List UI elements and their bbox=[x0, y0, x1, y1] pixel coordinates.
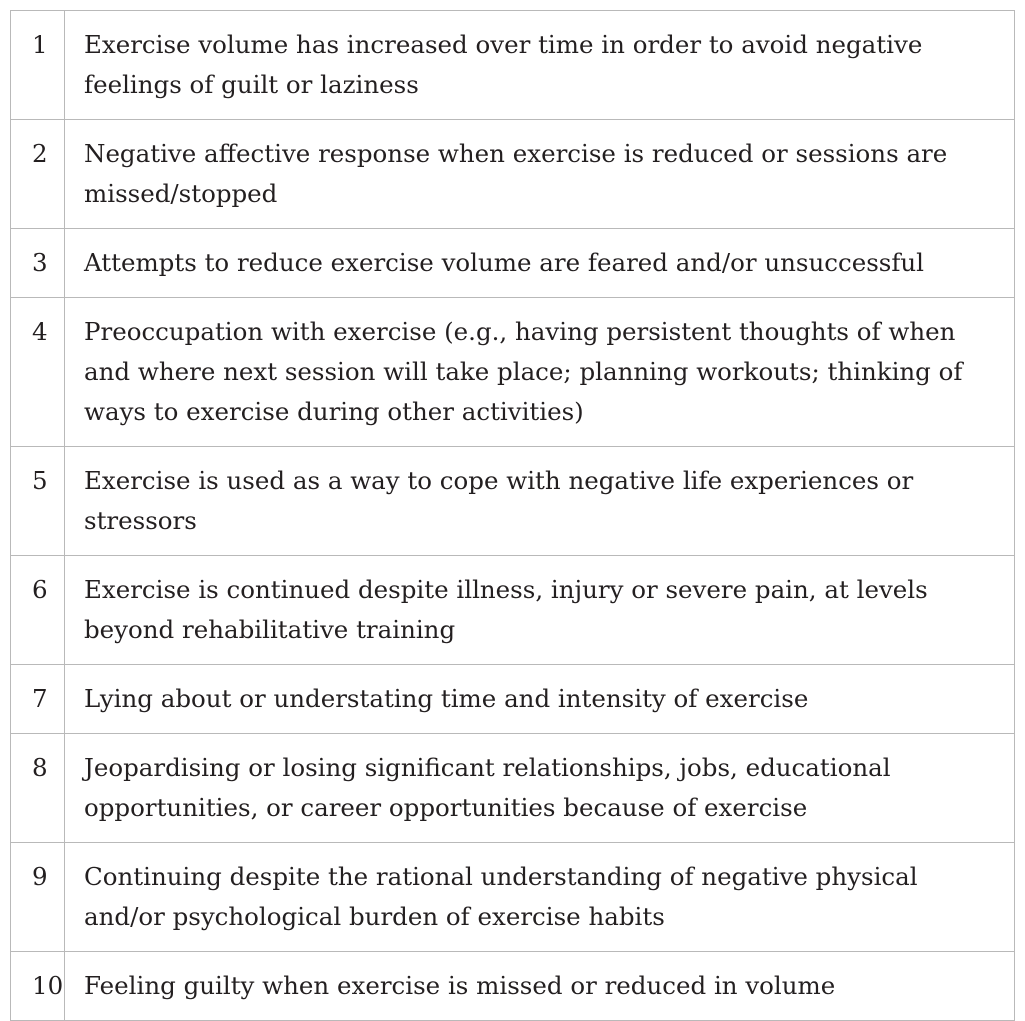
table-row bbox=[11, 665, 1015, 734]
row-description: Exercise volume has increased over time in order to avoid negative feelings of guilt or laziness bbox=[65, 11, 1015, 120]
table-row bbox=[11, 843, 1015, 952]
row-description: Lying about or understating time and intensity of exercise bbox=[65, 665, 1015, 734]
table-row bbox=[11, 120, 1015, 229]
row-description: Attempts to reduce exercise volume are feared and/or unsuccessful bbox=[65, 229, 1015, 298]
row-number: 6 bbox=[11, 556, 65, 665]
table-row bbox=[11, 298, 1015, 447]
row-description: Preoccupation with exercise (e.g., having persistent thoughts of when and where next session will take place; planning workouts; thinking of ways to exercise during other activities) bbox=[65, 298, 1015, 447]
row-number: 3 bbox=[11, 229, 65, 298]
table-row bbox=[11, 11, 1015, 120]
table-row bbox=[11, 556, 1015, 665]
row-description: Exercise is continued despite illness, injury or severe pain, at levels beyond rehabilitative training bbox=[65, 556, 1015, 665]
criteria-table-body bbox=[11, 11, 1015, 1021]
row-number: 1 bbox=[11, 11, 65, 120]
row-description: Jeopardising or losing significant relationships, jobs, educational opportunities, or career opportunities because of exercise bbox=[65, 734, 1015, 843]
row-description: Exercise is used as a way to cope with negative life experiences or stressors bbox=[65, 447, 1015, 556]
row-number: 2 bbox=[11, 120, 65, 229]
table-row bbox=[11, 447, 1015, 556]
table-row bbox=[11, 734, 1015, 843]
row-number: 4 bbox=[11, 298, 65, 447]
row-number: 8 bbox=[11, 734, 65, 843]
row-number: 7 bbox=[11, 665, 65, 734]
row-number: 10 bbox=[11, 952, 65, 1021]
table-row bbox=[11, 952, 1015, 1021]
table-row bbox=[11, 229, 1015, 298]
criteria-table bbox=[10, 10, 1015, 1021]
row-description: Negative affective response when exercise is reduced or sessions are missed/stopped bbox=[65, 120, 1015, 229]
row-description: Feeling guilty when exercise is missed or reduced in volume bbox=[65, 952, 1015, 1021]
row-number: 9 bbox=[11, 843, 65, 952]
row-description: Continuing despite the rational understanding of negative physical and/or psychological burden of exercise habits bbox=[65, 843, 1015, 952]
row-number: 5 bbox=[11, 447, 65, 556]
